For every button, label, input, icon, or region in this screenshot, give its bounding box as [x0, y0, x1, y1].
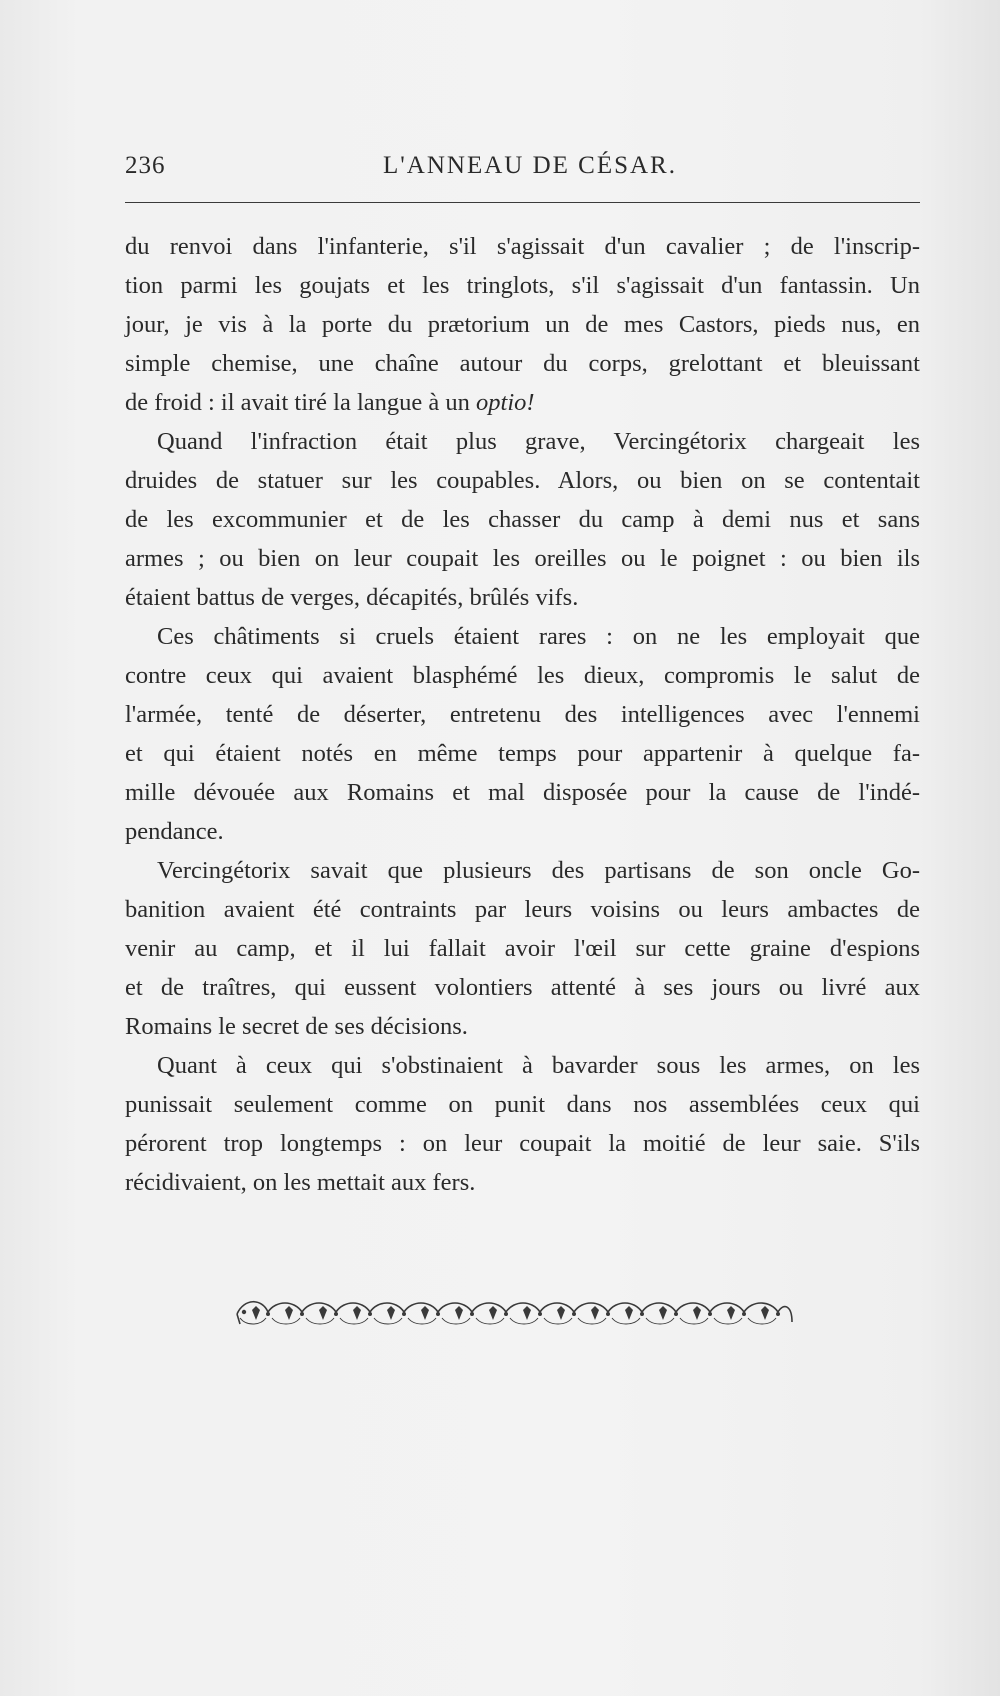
- text-line: mille dévouée aux Romains et mal disposée pour la cause de l'indé-: [125, 779, 920, 806]
- text-line: venir au camp, et il lui fallait avoir l'œil sur cette graine d'espions: [125, 935, 920, 962]
- text-line: de les excommunier et de les chasser du camp à demi nus et sans: [125, 506, 920, 533]
- text-line: druides de statuer sur les coupables. Alors, ou bien on se contentait: [125, 467, 920, 494]
- body-text: [125, 227, 920, 1202]
- page-number: 236: [125, 152, 166, 179]
- text-line: et qui étaient notés en même temps pour appartenir à quelque fa-: [125, 740, 920, 767]
- text-line: punissait seulement comme on punit dans nos assemblées ceux qui: [125, 1091, 920, 1118]
- text-line: et de traîtres, qui eussent volontiers attenté à ses jours ou livré aux: [125, 974, 920, 1001]
- running-title: L'ANNEAU DE CÉSAR.: [383, 152, 677, 179]
- text-line: pérorent trop longtemps : on leur coupait la moitié de leur saie. S'ils: [125, 1130, 920, 1157]
- text-line: jour, je vis à la porte du prætorium un de mes Castors, pieds nus, en: [125, 311, 920, 338]
- paragraph-start-line: Ces châtiments si cruels étaient rares : on ne les employait que: [157, 623, 920, 650]
- text-line: du renvoi dans l'infanterie, s'il s'agissait d'un cavalier ; de l'inscrip-: [125, 233, 920, 260]
- paragraph-start-line: Quant à ceux qui s'obstinaient à bavarder sous les armes, on les: [157, 1052, 920, 1079]
- text-line: pendance.: [125, 818, 224, 845]
- text-line: Romains le secret de ses décisions.: [125, 1013, 468, 1040]
- decorative-tailpiece: [232, 1292, 797, 1330]
- paragraph-start-line: Vercingétorix savait que plusieurs des partisans de son oncle Go-: [157, 857, 920, 884]
- text-line: simple chemise, une chaîne autour du corps, grelottant et bleuissant: [125, 350, 920, 377]
- header-rule: [125, 202, 920, 203]
- text-line-part: de froid : il avait tiré la langue à un: [125, 389, 477, 416]
- text-line: armes ; ou bien on leur coupait les oreilles ou le poignet : ou bien ils: [125, 545, 920, 572]
- text-line: récidivaient, on les mettait aux fers.: [125, 1169, 476, 1196]
- text-line: étaient battus de verges, décapités, brûlés vifs.: [125, 584, 579, 611]
- text-line: [125, 383, 920, 422]
- text-line: l'armée, tenté de déserter, entretenu des intelligences avec l'ennemi: [125, 701, 920, 728]
- italic-word-optio: optio!: [476, 389, 535, 416]
- running-head: [125, 152, 920, 182]
- paragraph-start-line: Quand l'infraction était plus grave, Vercingétorix chargeait les: [157, 428, 920, 455]
- text-line: contre ceux qui avaient blasphémé les dieux, compromis le salut de: [125, 662, 920, 689]
- text-line: banition avaient été contraints par leurs voisins ou leurs ambactes de: [125, 896, 920, 923]
- text-line: tion parmi les goujats et les tringlots, s'il s'agissait d'un fantassin. Un: [125, 272, 920, 299]
